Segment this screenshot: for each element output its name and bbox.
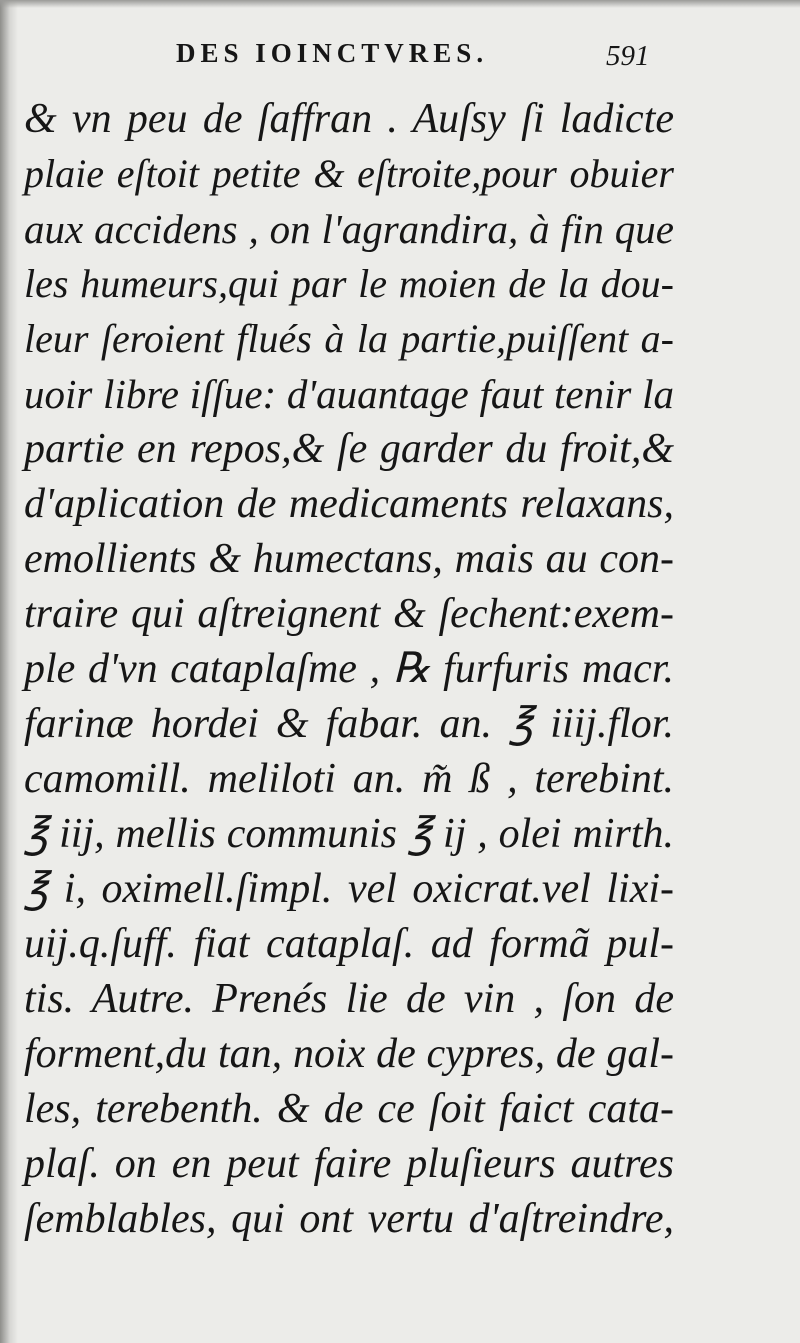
text-line: les, terebenth. & de ce ſoit faict cata-: [24, 1086, 674, 1132]
text-line: emollients & humectans, mais au con-: [24, 536, 674, 582]
text-line: plaie eſtoit petite & eſtroite,pour obuier: [24, 151, 674, 196]
text-line: leur ſeroient flués à la partie,puiſſent a-: [24, 316, 674, 361]
text-line: ple d'vn cataplaſme , ℞ furfuris macr.: [24, 646, 674, 692]
running-head: [0, 38, 800, 88]
text-line: tis. Autre. Prenés lie de vin , ſon de: [24, 976, 674, 1022]
text-line: plaſ. on en peut faire pluſieurs autres: [24, 1141, 674, 1187]
text-line: ſemblables, qui ont vertu d'aſtreindre,: [24, 1196, 674, 1242]
text-line: & vn peu de ſaffran . Auſsy ſi ladicte: [24, 96, 674, 142]
text-line: ℥ iij, mellis communis ℥ ij , olei mirth.: [24, 811, 674, 857]
text-line: les humeurs,qui par le moien de la dou-: [24, 261, 674, 306]
text-line: camomill. meliloti an. m̃ ß , terebint.: [24, 756, 674, 802]
text-line: partie en repos,& ſe garder du froit,&: [24, 426, 674, 472]
text-line: forment,du tan, noix de cypres, de gal-: [24, 1031, 674, 1077]
running-title: DES IOINCTVRES.: [176, 38, 489, 68]
text-line: d'aplication de medicaments relaxans,: [24, 481, 674, 527]
text-line: aux accidens , on l'agrandira, à fin que: [24, 206, 674, 252]
gutter-shadow: [0, 0, 18, 1343]
page-top-edge: [0, 0, 800, 8]
text-line: farinæ hordei & fabar. an. ℥ iiij.flor.: [24, 701, 674, 747]
text-line: ℥ i, oximell.ſimpl. vel oxicrat.vel lixi-: [24, 866, 674, 912]
text-line: traire qui aſtreignent & ſechent:exem-: [24, 591, 674, 637]
page-number: 591: [606, 40, 650, 72]
text-line: uij.q.ſuff. fiat cataplaſ. ad formã pul-: [24, 921, 674, 967]
text-line: uoir libre iſſue: d'auantage faut tenir la: [24, 371, 674, 417]
